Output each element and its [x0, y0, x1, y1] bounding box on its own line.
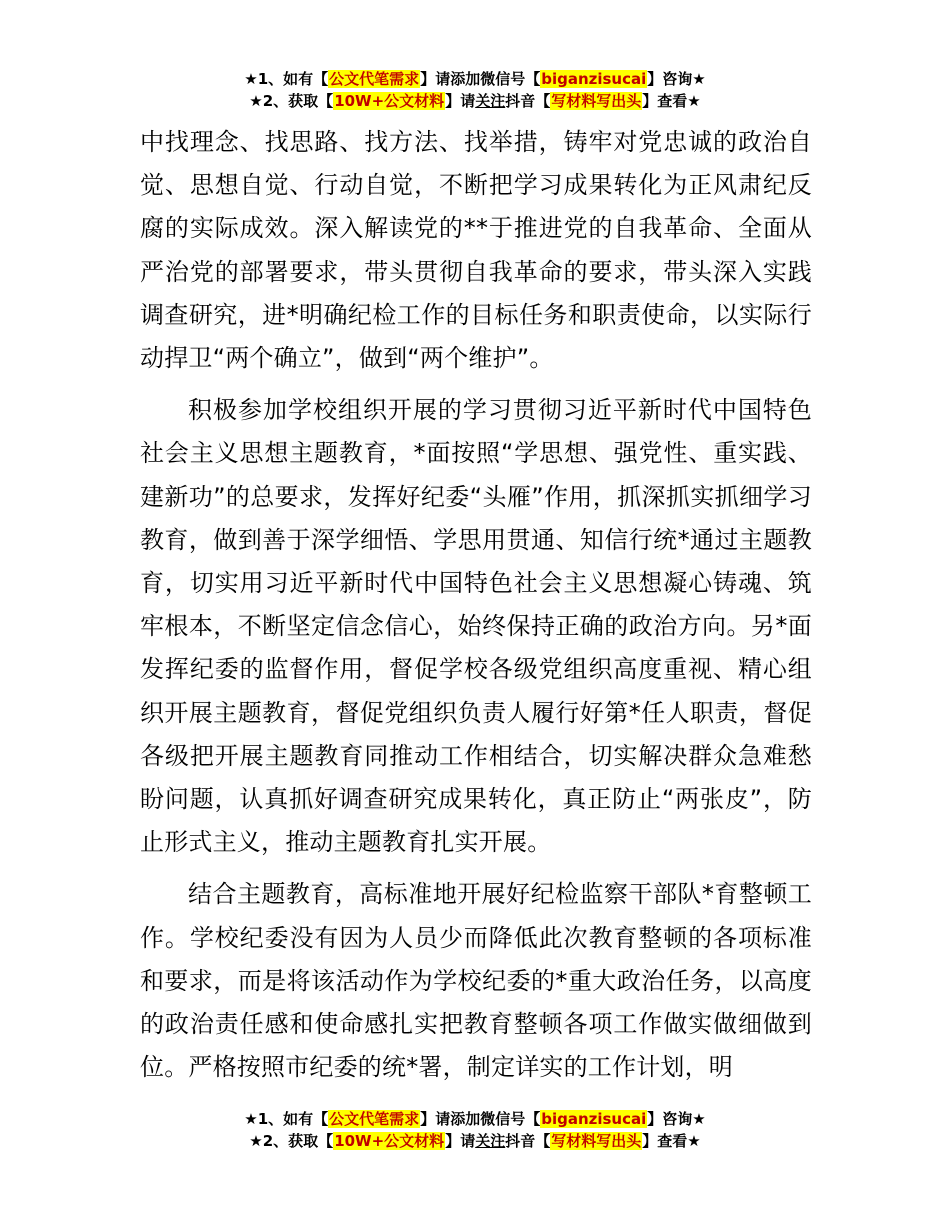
paragraph-1: 中找理念、找思路、找方法、找举措，铸牢对党忠诚的政治自觉、思想自觉、行动自觉，不断把学习成果转化为正风肃纪反腐的实际成效。深入解读党的**于推进党的自我革命、全面从严治党的部署要求，带头贯彻自我革命的要求，带头深入实践调查研究，进*明确纪检工作的目标任务和职责使命，以实际行动捍卫“两个确立”，做到“两个维护”。	[140, 128, 812, 373]
banner-underlined: 关注	[475, 1132, 506, 1150]
banner-text: 】请	[445, 1132, 476, 1150]
banner-text: 】查看★	[642, 92, 701, 110]
paragraph-3: 结合主题教育，高标准地开展好纪检监察干部队*育整顿工作。学校纪委没有因为人员少而降低此次教育整顿的各项标准和要求，而是将该活动作为学校纪委的*重大政治任务，以高度的政治责任感和使命感扎实把教育整顿各项工作做实做细做到位。严格按照市纪委的统*署，制定详实的工作计划，明	[140, 880, 812, 1082]
banner-highlight: 10W+公文材料	[334, 92, 445, 110]
banner-text: ★1、如有【	[244, 1110, 329, 1128]
banner-highlight-douyin: 写材料写出头	[551, 1132, 642, 1150]
banner-highlight-wechat-id: biganzisucai	[541, 70, 647, 88]
banner-text: 抖音【	[505, 1132, 551, 1150]
banner-line-1	[0, 68, 950, 90]
banner-text: 抖音【	[505, 92, 551, 110]
banner-highlight: 10W+公文材料	[334, 1132, 445, 1150]
banner-highlight-wechat-id: biganzisucai	[541, 1110, 647, 1128]
banner-text: 】请添加微信号【	[420, 1110, 541, 1128]
banner-line-2	[0, 90, 950, 112]
top-banner	[0, 68, 950, 112]
banner-text: ★1、如有【	[244, 70, 329, 88]
banner-line-1	[0, 1108, 950, 1130]
banner-text: ★2、获取【	[249, 1132, 334, 1150]
paragraph-2: 积极参加学校组织开展的学习贯彻习近平新时代中国特色社会主义思想主题教育，*面按照“学思想、强党性、重实践、建新功”的总要求，发挥好纪委“头雁”作用，抓深抓实抓细学习教育，做到善于深学细悟、学思用贯通、知信行统*通过主题教育，切实用习近平新时代中国特色社会主义思想凝心铸魂、筑牢根本，不断坚定信念信心，始终保持正确的政治方向。另*面发挥纪委的监督作用，督促学校各级党组织高度重视、精心组织开展主题教育，督促党组织负责人履行好第*任人职责，督促各级把开展主题教育同推动工作相结合，切实解决群众急难愁盼问题，认真抓好调查研究成果转化，真正防止“两张皮”，防止形式主义，推动主题教育扎实开展。	[140, 396, 812, 857]
document-body	[140, 121, 812, 1089]
banner-underlined: 关注	[475, 92, 506, 110]
banner-text: 】咨询★	[647, 1110, 706, 1128]
banner-text: 】查看★	[642, 1132, 701, 1150]
banner-highlight-douyin: 写材料写出头	[551, 92, 642, 110]
banner-text: ★2、获取【	[249, 92, 334, 110]
banner-text: 】请	[445, 92, 476, 110]
banner-line-2	[0, 1130, 950, 1152]
bottom-banner	[0, 1108, 950, 1152]
banner-text: 】请添加微信号【	[420, 70, 541, 88]
banner-text: 】咨询★	[647, 70, 706, 88]
banner-highlight: 公文代笔需求	[329, 1110, 420, 1128]
banner-highlight: 公文代笔需求	[329, 70, 420, 88]
